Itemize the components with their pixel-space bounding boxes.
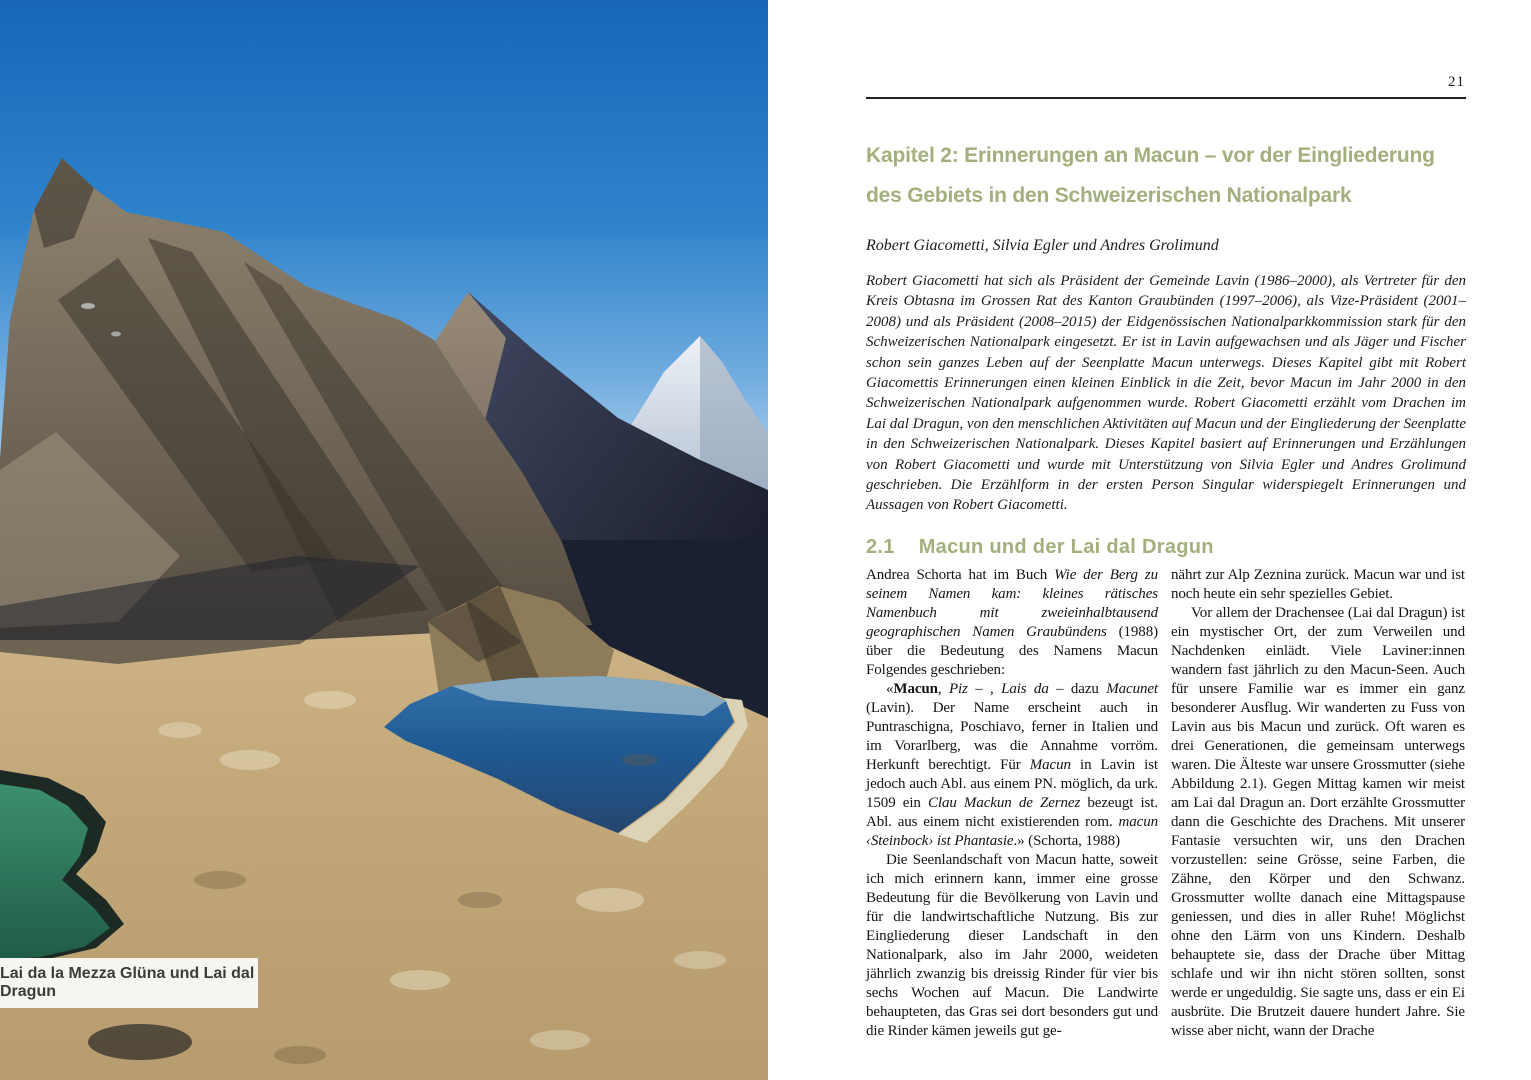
byline: Robert Giacometti, Silvia Egler und Andres Grolimund: [866, 237, 1219, 254]
section-title: Macun und der Lai dal Dragun: [918, 535, 1214, 558]
body-paragraph: nährt zur Alp Zeznina zurück. Macun war und ist noch heute ein sehr spezielles Gebiet.: [1171, 567, 1465, 602]
photo-caption-text: Lai da la Mezza Glüna und Lai dal Dragun: [0, 965, 255, 1000]
body-column-right: [1171, 566, 1465, 1041]
lead-paragraph: Robert Giacometti hat sich als Präsident der Gemeinde Lavin (1986–2000), als Vertreter für den Kreis Obtasna im Grossen Rat des Kanton Graubünden (1997–2006), als Vize-Präsident (2001–2008) und als Präsident (2008–2015) der Eidgenössischen Nationalparkkommission stark für den Schweizerischen Nationalpark eingesetzt. Er ist in Lavin aufgewachsen und als Jäger und Fischer schon sein ganzes Leben auf der Seenplatte Macun unterwegs. Dieses Kapitel gibt mit Robert Giacomettis Erinnerungen einen kleinen Einblick in die Zeit, bevor Macun im Jahr 2000 in den Schweizerischen Nationalpark aufgenommen wurde. Robert Giacometti erzählt vom Drachen im Lai dal Dragun, von den menschlichen Aktivitäten auf Macun und der Eingliederung der Seenplatte in den Schweizerischen Nationalpark. Dieses Kapitel basiert auf Erinnerungen und Erzählungen von Robert Giacometti und wurde mit Unterstützung von Silvia Egler und Andres Grolimund geschrieben. Die Erzählform in der ersten Person Singular widerspiegelt Erinnerungen und Aussagen von Robert Giacometti.: [866, 273, 1466, 514]
body-column-left: [866, 566, 1158, 1041]
section-number: 2.1: [866, 535, 895, 558]
chapter-title: [866, 136, 1435, 216]
photo-caption: [0, 958, 258, 1008]
text-page: [768, 0, 1531, 1080]
chapter-title-line-1: Kapitel 2: Erinnerungen an Macun – vor der Eingliederung: [866, 144, 1435, 168]
body-paragraph: Vor allem der Drachensee (Lai dal Dragun) ist ein mystischer Ort, der zum Verweilen und Nachdenken einlädt. Viele Laviner:innen wandern fast jährlich zu den Macun-Seen. Auch für unsere Familie war es immer ein ganz besonderer Ausflug. Wir wanderten zu Fuss von Lavin aus bis Macun und zurück. Oft waren es drei Generationen, die gemeinsam unterwegs waren. Die Älteste war unsere Grossmutter (siehe Abbildung 2.1). Gegen Mittag kamen wir meist am Lai dal Dragun an. Dort erzählte Grossmutter dann die Geschichte des Drachens. Mit unserer Fantasie versuchten wir, uns den Drachen vorzustellen: seine Grösse, seine Farben, die Zähne, den Körper und den Schwanz. Grossmutter wollte danach eine Mittagspause geniessen, und dies in aller Ruhe! Möglichst ohne den Lärm von uns Kindern. Deshalb behauptete sie, dass der Drache über Mittag schlafe und wir ihn nicht stören sollten, sonst werde er ungeduldig. Sie sagte uns, dass er ein Ei ausbrüte. Die Brutzeit dauere hundert Jahre. Sie wisse aber nicht, wann der Drache: [1171, 605, 1465, 1039]
chapter-title-line-2: des Gebiets in den Schweizerischen Nationalpark: [866, 184, 1352, 208]
header-rule: [866, 97, 1466, 99]
body-paragraph: Die Seenlandschaft von Macun hatte, soweit ich mich erinnern kann, immer eine grosse Bedeutung für die Bevölkerung von Lavin und für die landwirtschaftliche Nutzung. Bis zur Eingliederung dieser Landschaft in den Nationalpark, also im Jahr 2000, weideten jährlich zwanzig bis dreissig Rinder für vier bis sechs Wochen auf Macun. Die Landwirte behaupteten, das Gras sei dort besonders gut und die Rinder kämen jeweils gut ge-: [866, 852, 1158, 1039]
body-paragraph: Andrea Schorta hat im Buch Wie der Berg zu seinem Namen kam: kleines rätisches Namenbuch mit zweieinhalbtausend geographischen Namen Graubündens (1988) über die Bedeutung des Namens Macun Folgendes geschrieben:: [866, 567, 1158, 678]
page-number: 21: [1448, 74, 1465, 90]
body-paragraph: «Macun, Piz – , Lais da – dazu Macunet (Lavin). Der Name erscheint auch in Puntraschigna, Poschiavo, ferner in Italien und im Vorarlberg, was die Annahme vorröm. Herkunft berechtigt. Für Macun in Lavin ist jedoch auch Abl. aus einem PN. möglich, da urk. 1509 ein Clau Mackun de Zernez bezeugt ist. Abl. aus einem nicht existierenden rom. macun ‹Steinbock› ist Phantasie.» (Schorta, 1988): [866, 681, 1158, 849]
section-heading: [866, 536, 1214, 559]
